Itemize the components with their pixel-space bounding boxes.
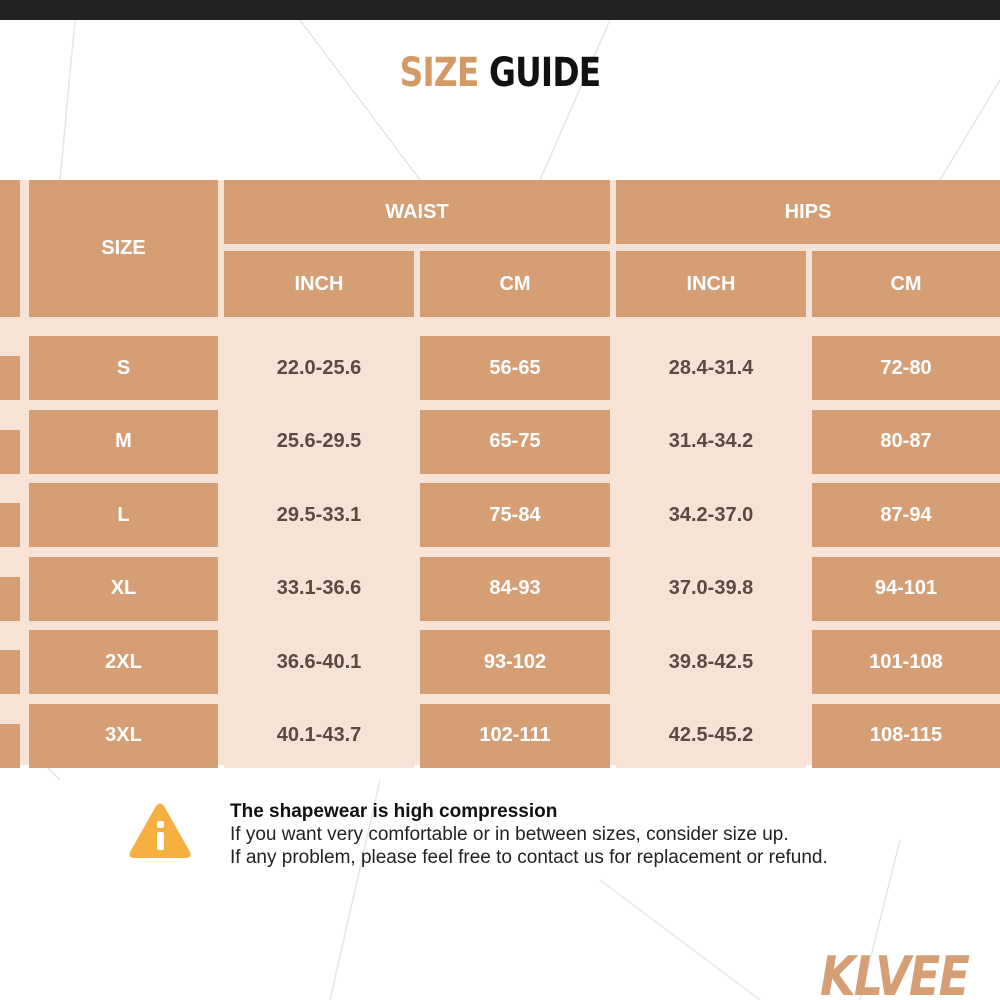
cell-waist-inch: 29.5-33.1: [224, 483, 414, 547]
cell-hips-cm: 80-87: [812, 410, 1000, 474]
row-edge: [0, 650, 20, 694]
cell-waist-cm: 65-75: [420, 410, 610, 474]
cell-hips-inch: 31.4-34.2: [616, 410, 806, 474]
header-edge: [0, 180, 20, 317]
cell-size: M: [29, 410, 218, 474]
cell-size: L: [29, 483, 218, 547]
cell-size: XL: [29, 557, 218, 621]
row-edge: [0, 356, 20, 400]
cell-hips-cm: 101-108: [812, 630, 1000, 694]
cell-hips-cm: 108-115: [812, 704, 1000, 768]
title-size: SIZE: [399, 50, 479, 96]
header-hips-inch: INCH: [616, 251, 806, 317]
row-edge: [0, 503, 20, 547]
row-edge: [0, 724, 20, 768]
note-line-2: If any problem, please feel free to contact us for replacement or refund.: [230, 847, 828, 868]
cell-size: S: [29, 336, 218, 400]
cell-size: 2XL: [29, 630, 218, 694]
header-waist: WAIST: [224, 180, 610, 244]
title-guide: GUIDE: [489, 50, 601, 96]
note-heading: The shapewear is high compression: [230, 801, 558, 822]
cell-hips-cm: 94-101: [812, 557, 1000, 621]
cell-waist-inch: 22.0-25.6: [224, 336, 414, 400]
cell-hips-cm: 87-94: [812, 483, 1000, 547]
cell-waist-cm: 93-102: [420, 630, 610, 694]
header-size: SIZE: [29, 180, 218, 317]
warning-icon: [128, 802, 192, 860]
cell-waist-cm: 84-93: [420, 557, 610, 621]
cell-size: 3XL: [29, 704, 218, 768]
cell-waist-cm: 75-84: [420, 483, 610, 547]
cell-hips-cm: 72-80: [812, 336, 1000, 400]
cell-waist-inch: 40.1-43.7: [224, 704, 414, 768]
row-edge: [0, 430, 20, 474]
cell-waist-inch: 25.6-29.5: [224, 410, 414, 474]
cell-waist-cm: 56-65: [420, 336, 610, 400]
note-line-1: If you want very comfortable or in between sizes, consider size up.: [230, 824, 789, 845]
header-hips-cm: CM: [812, 251, 1000, 317]
header-waist-inch: INCH: [224, 251, 414, 317]
cell-hips-inch: 42.5-45.2: [616, 704, 806, 768]
cell-hips-inch: 39.8-42.5: [616, 630, 806, 694]
cell-hips-inch: 37.0-39.8: [616, 557, 806, 621]
cell-hips-inch: 28.4-31.4: [616, 336, 806, 400]
cell-waist-inch: 36.6-40.1: [224, 630, 414, 694]
cell-hips-inch: 34.2-37.0: [616, 483, 806, 547]
page-title: [90, 50, 910, 96]
size-guide-sheet: [0, 20, 1000, 1000]
cell-waist-cm: 102-111: [420, 704, 610, 768]
cell-waist-inch: 33.1-36.6: [224, 557, 414, 621]
row-edge: [0, 577, 20, 621]
header-waist-cm: CM: [420, 251, 610, 317]
header-hips: HIPS: [616, 180, 1000, 244]
compression-note: [230, 800, 828, 869]
brand-logo: KLVEE: [820, 945, 969, 1000]
